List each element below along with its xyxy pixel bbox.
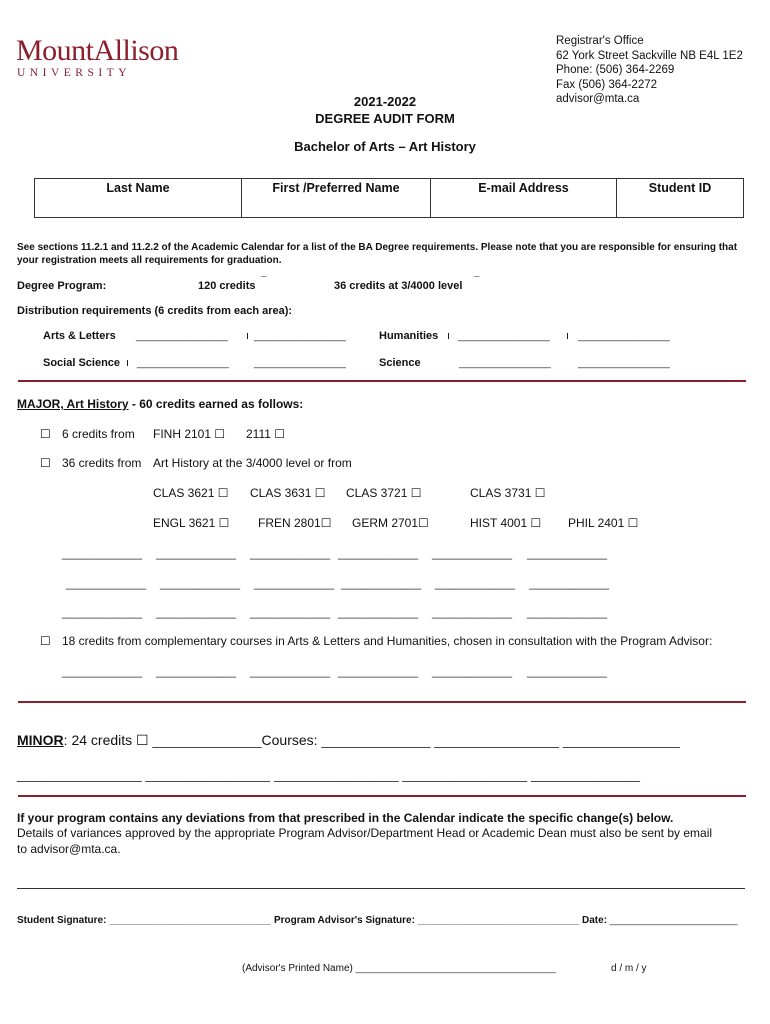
humanities-label: Humanities — [379, 330, 439, 342]
notice-line-2: your registration meets all requirements for graduation. — [17, 255, 282, 266]
checkbox-icon[interactable]: ☐ — [218, 516, 230, 530]
course-blank[interactable]: ____________ — [338, 664, 419, 678]
minor-course-blank[interactable]: ______________ — [530, 766, 640, 782]
req2-tail: Art History at the 3/4000 level or from — [153, 456, 352, 470]
social-science-label: Social Science — [43, 357, 121, 369]
minor-checkbox[interactable]: ☐ — [136, 733, 149, 749]
course-clas-3621[interactable]: CLAS 3621 ☐ — [153, 486, 229, 500]
program-title: Bachelor of Arts – Art History — [294, 139, 476, 154]
checkbox-icon[interactable]: ☐ — [410, 486, 422, 500]
course-blank[interactable]: ____________ — [62, 546, 143, 560]
email-field[interactable]: E-mail Address — [431, 179, 617, 218]
checkbox-icon[interactable]: ☐ — [217, 486, 229, 500]
checkbox-icon[interactable]: ☐ — [418, 516, 429, 530]
form-year: 2021-2022 — [353, 94, 417, 109]
university-logo: MountAllison — [16, 34, 179, 67]
arts-letters-label: Arts & Letters — [43, 330, 116, 342]
university-logo-subtitle: UNIVERSITY — [17, 67, 131, 79]
deviation-line-2: to advisor@mta.ca. — [17, 842, 121, 856]
section-divider — [18, 795, 746, 797]
minor-course-blank[interactable]: ________________ — [434, 732, 559, 748]
distribution-heading: Distribution requirements (6 credits from each area): — [17, 305, 293, 317]
course-finh-2111[interactable]: 2111 ☐ — [246, 427, 286, 441]
course-blank[interactable]: ____________ — [432, 664, 513, 678]
separator-mark: ı — [246, 330, 250, 342]
minor-row — [17, 732, 680, 749]
student-signature[interactable]: Student Signature: _____________________________ — [17, 915, 271, 926]
student-info-table — [34, 178, 744, 218]
first-name-field[interactable]: First /Preferred Name — [242, 179, 431, 218]
science-label: Science — [379, 357, 421, 369]
checkbox-icon[interactable]: ☐ — [314, 486, 326, 500]
req2-text: 36 credits from — [62, 456, 142, 470]
section-divider — [18, 380, 746, 382]
advisor-signature[interactable]: Program Advisor's Signature: _____________________________ — [274, 915, 580, 926]
level-credits-checkbox[interactable]: ¯ — [474, 276, 480, 287]
office-street: 62 York Street Sackville NB E4L 1E2 — [556, 49, 743, 62]
req1-text: 6 credits from — [62, 427, 135, 441]
major-suffix: - 60 credits earned as follows: — [128, 397, 304, 411]
deviation-heading: If your program contains any deviations from that prescribed in the Calendar indicate the specific change(s) below. — [17, 811, 674, 825]
major-label: MAJOR, Art History — [17, 397, 129, 411]
social-blank-2[interactable]: _______________ — [254, 357, 346, 369]
course-blank[interactable]: ____________ — [62, 664, 143, 678]
course-blank[interactable]: ____________ — [62, 605, 143, 619]
notice-line-1: See sections 11.2.1 and 11.2.2 of the Academic Calendar for a list of the BA Degree requirements. Please note that you are responsible for ensuring that — [17, 242, 738, 253]
checkbox-icon[interactable]: ☐ — [530, 516, 542, 530]
last-name-field[interactable]: Last Name — [35, 179, 242, 218]
humanities-blank-1[interactable]: _______________ — [458, 330, 550, 342]
checkbox-icon[interactable]: ☐ — [534, 486, 546, 500]
minor-course-blank[interactable]: ______________ — [321, 732, 431, 748]
minor-course-blank[interactable]: ________________ — [17, 766, 142, 782]
minor-course-blank[interactable]: ________________ — [402, 766, 527, 782]
section-divider — [18, 701, 746, 703]
date-format-hint: d / m / y — [611, 963, 647, 974]
course-clas-3631[interactable]: CLAS 3631 ☐ — [250, 486, 326, 500]
course-blank[interactable]: ____________ — [341, 576, 422, 590]
minor-credits: : 24 credits — [63, 732, 133, 748]
minor-courses-label: Courses: — [261, 732, 318, 748]
course-phil-2401[interactable]: PHIL 2401 ☐ — [568, 516, 639, 530]
course-blank[interactable]: ____________ — [250, 664, 331, 678]
minor-course-blank[interactable]: ________________ — [145, 766, 271, 782]
office-fax: Fax (506) 364-2272 — [556, 78, 658, 91]
social-blank-1[interactable]: _______________ — [137, 357, 229, 369]
course-blank[interactable]: ____________ — [250, 546, 331, 560]
checkbox-icon[interactable]: ☐ — [274, 427, 286, 441]
degree-credits-checkbox[interactable]: ¯ — [261, 276, 267, 287]
course-blank[interactable]: ____________ — [250, 605, 331, 619]
minor-course-blank[interactable]: ________________ — [273, 766, 399, 782]
minor-label: MINOR — [17, 732, 64, 748]
course-clas-3721[interactable]: CLAS 3721 ☐ — [346, 486, 422, 500]
arts-blank-2[interactable]: _______________ — [254, 330, 346, 342]
course-blank[interactable]: ____________ — [156, 546, 237, 560]
course-engl-3621[interactable]: ENGL 3621 ☐ — [153, 516, 230, 530]
course-finh-2101[interactable]: FINH 2101 ☐ — [153, 427, 226, 441]
major-heading — [17, 397, 303, 411]
course-blank[interactable]: ____________ — [254, 576, 335, 590]
science-blank-2[interactable]: _______________ — [578, 357, 670, 369]
course-hist-4001[interactable]: HIST 4001 ☐ — [470, 516, 542, 530]
course-blank[interactable]: ____________ — [338, 605, 419, 619]
req3-checkbox[interactable]: ☐ — [40, 634, 51, 648]
checkbox-icon[interactable]: ☐ — [214, 427, 226, 441]
req2-checkbox[interactable]: ☐ — [40, 456, 51, 470]
humanities-blank-2[interactable]: _______________ — [578, 330, 670, 342]
course-germ-2701[interactable]: GERM 2701☐ — [352, 516, 429, 530]
course-blank[interactable]: ____________ — [527, 546, 608, 560]
office-email[interactable]: advisor@mta.ca — [556, 93, 640, 105]
degree-program-label: Degree Program: — [17, 280, 107, 292]
minor-course-blank[interactable]: _______________ — [562, 732, 680, 748]
separator-mark: ı — [126, 357, 130, 369]
checkbox-icon[interactable]: ☐ — [627, 516, 639, 530]
advisor-printed-name[interactable]: (Advisor's Printed Name) ____________________________________ — [242, 963, 556, 974]
course-fren-2801[interactable]: FREN 2801☐ — [258, 516, 332, 530]
course-blank[interactable]: ____________ — [435, 576, 516, 590]
course-blank[interactable]: ____________ — [432, 605, 513, 619]
course-blank[interactable]: ____________ — [527, 605, 608, 619]
student-id-field[interactable]: Student ID — [617, 179, 744, 218]
minor-name-blank[interactable]: ______________ — [152, 732, 262, 748]
level-credits: 36 credits at 3/4000 level — [334, 280, 463, 292]
checkbox-icon[interactable]: ☐ — [320, 516, 332, 530]
minor-course-row — [17, 766, 640, 782]
separator-mark: ı — [447, 330, 451, 342]
degree-credits: 120 credits — [198, 280, 256, 292]
course-blank[interactable]: ____________ — [527, 664, 608, 678]
course-blank[interactable]: ____________ — [529, 576, 610, 590]
deviation-line-1: Details of variances approved by the appropriate Program Advisor/Department Head or Academic Dean must also be sent by email — [17, 826, 713, 840]
course-blank[interactable]: ____________ — [156, 664, 237, 678]
office-phone: Phone: (506) 364-2269 — [556, 64, 675, 76]
form-title: DEGREE AUDIT FORM — [315, 111, 455, 126]
arts-blank-1[interactable]: _______________ — [136, 330, 228, 342]
separator-mark: ı — [566, 330, 570, 342]
req3-text: 18 credits from complementary courses in Arts & Letters and Humanities, chosen in consultation with the Program Advisor: — [62, 634, 713, 648]
course-blank[interactable]: ____________ — [66, 576, 147, 590]
deviation-writing-line[interactable] — [17, 888, 745, 889]
req1-checkbox[interactable]: ☐ — [40, 427, 51, 441]
science-blank-1[interactable]: _______________ — [459, 357, 551, 369]
office-title: Registrar's Office — [556, 35, 644, 47]
date-field[interactable]: Date: _______________________ — [582, 915, 738, 926]
course-blank[interactable]: ____________ — [160, 576, 241, 590]
course-blank[interactable]: ____________ — [156, 605, 237, 619]
course-blank[interactable]: ____________ — [432, 546, 513, 560]
course-blank[interactable]: ____________ — [338, 546, 419, 560]
course-clas-3731[interactable]: CLAS 3731 ☐ — [470, 486, 546, 500]
